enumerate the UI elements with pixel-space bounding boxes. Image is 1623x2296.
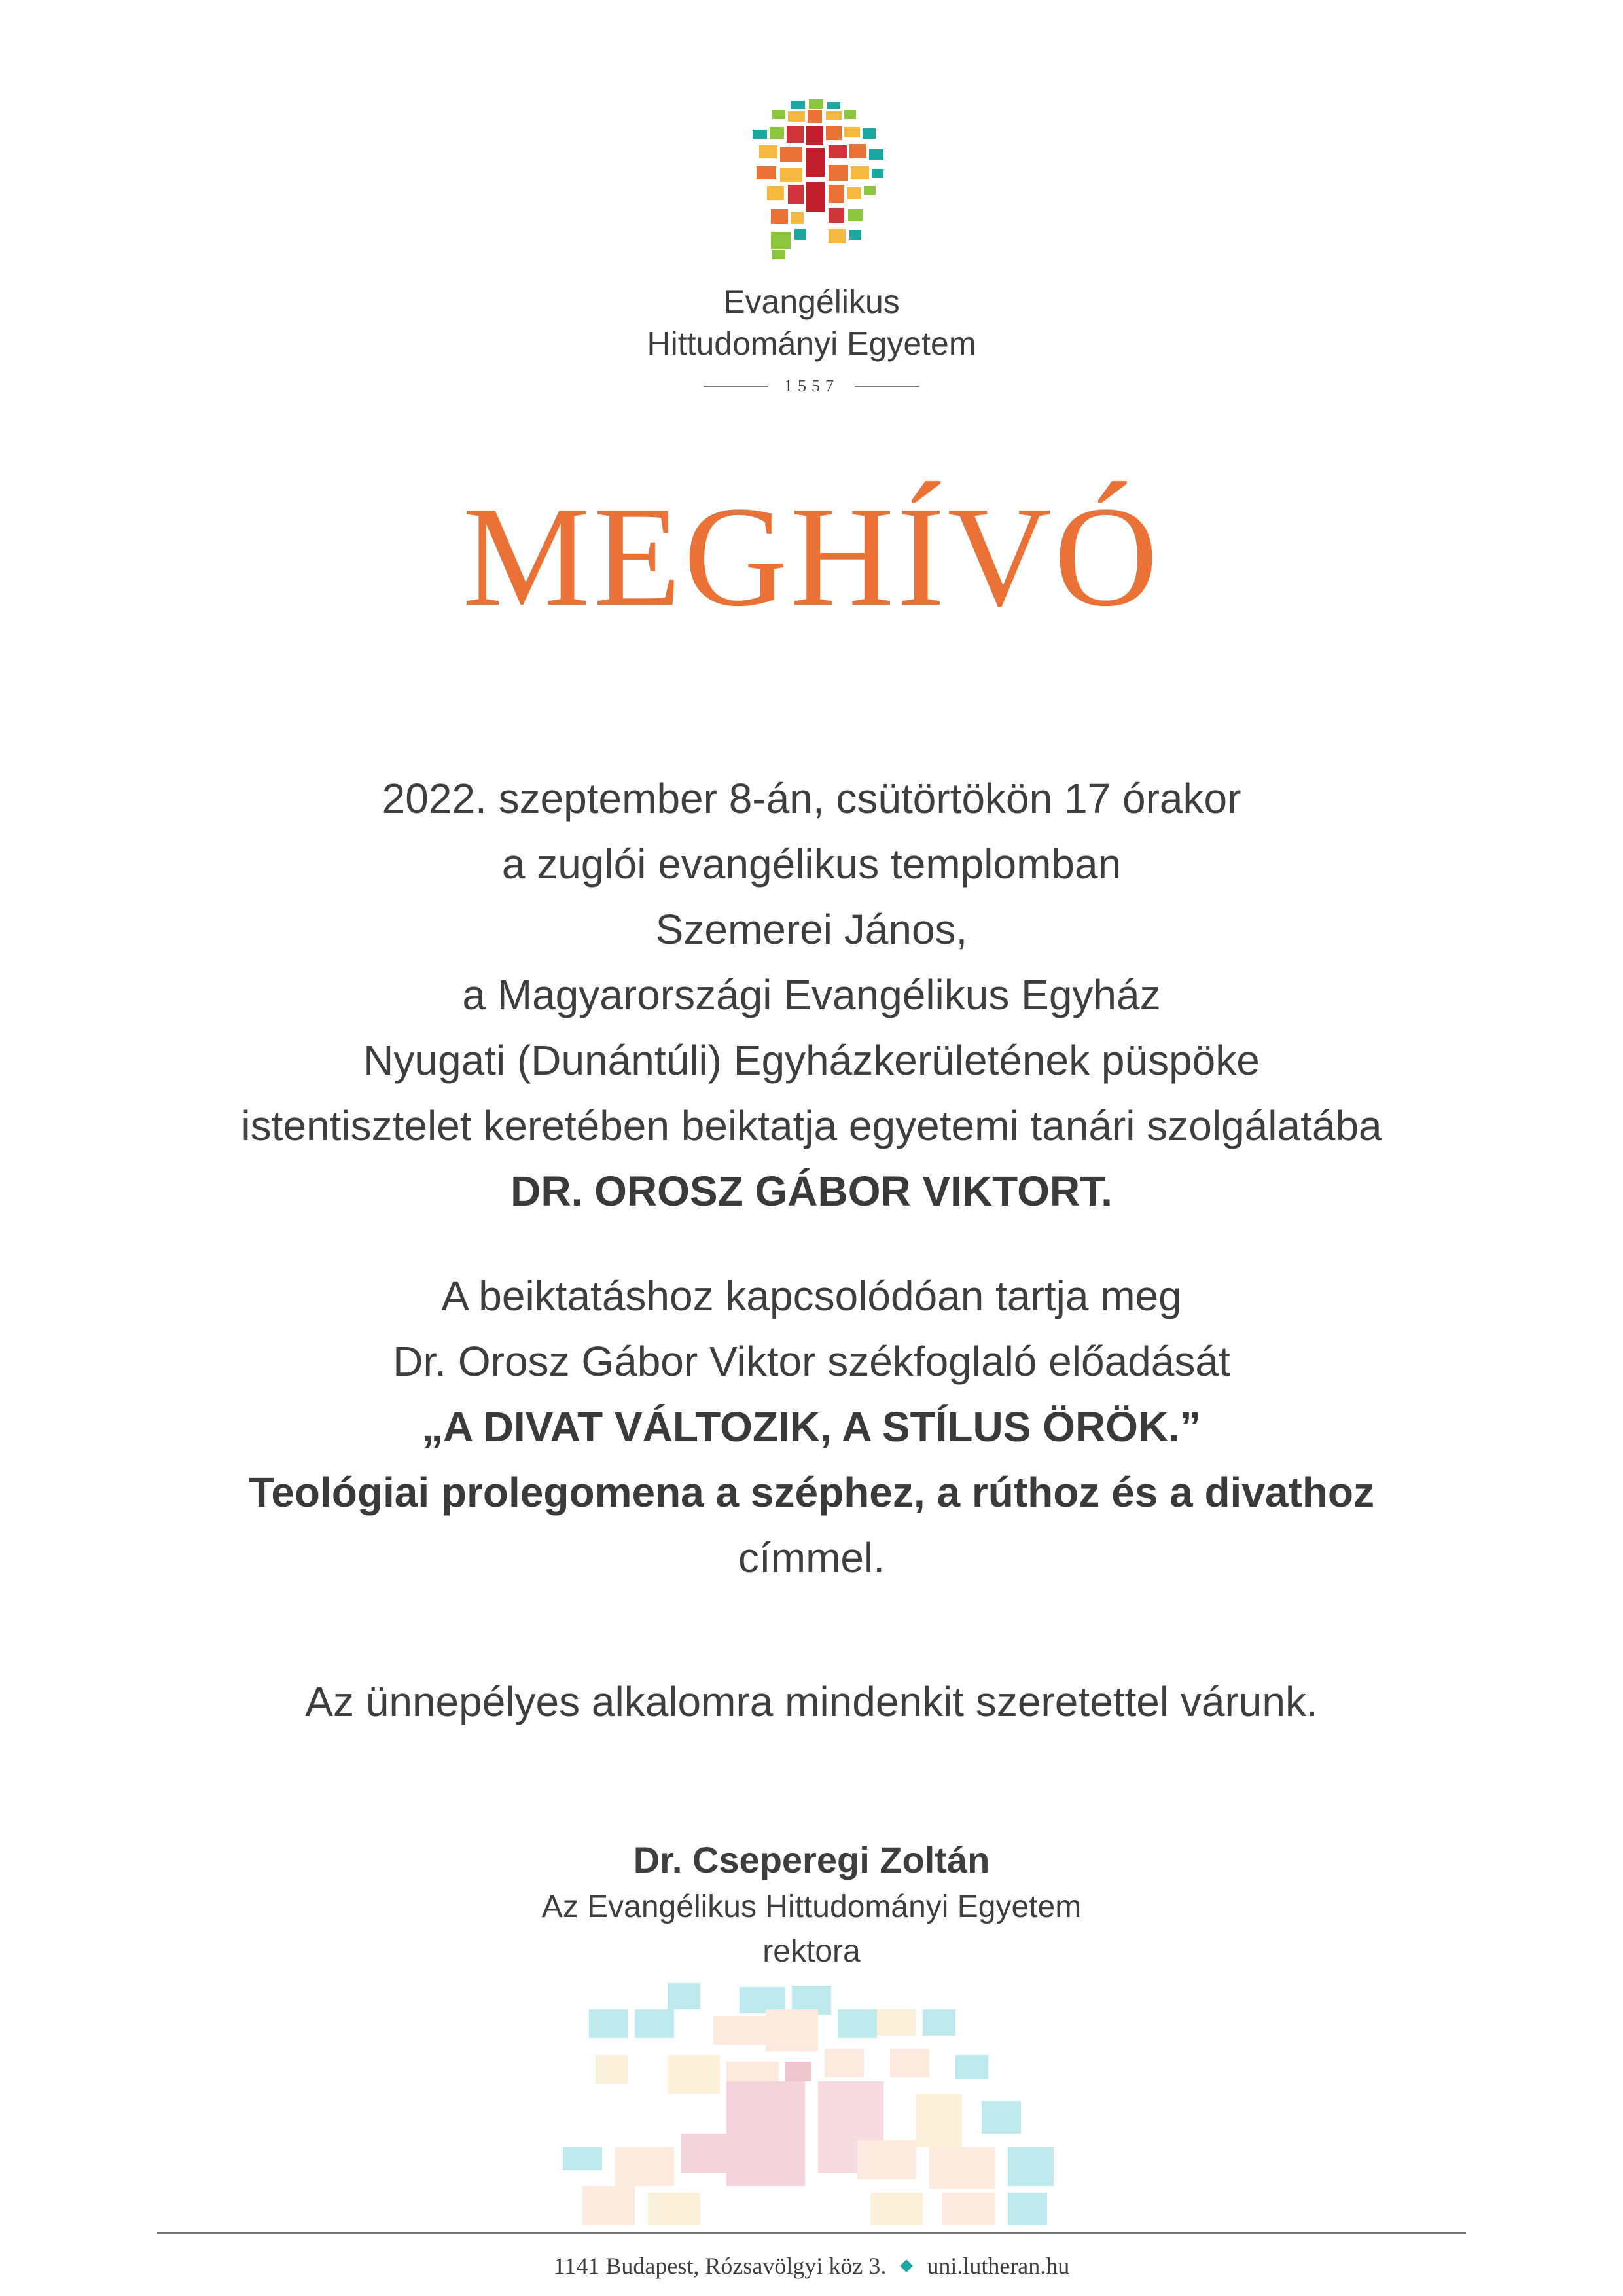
invitation-line: a Magyarországi Evangélikus Egyház (462, 971, 1161, 1018)
lecture-title: „A DIVAT VÁLTOZIK, A STÍLUS ÖRÖK.” (422, 1403, 1201, 1450)
lecture-line: A beiktatáshoz kapcsolódóan tartja meg (441, 1272, 1182, 1319)
footer-divider (157, 2232, 1466, 2234)
invitation-line: 2022. szeptember 8-án, csütörtökön 17 órakor (382, 775, 1241, 822)
page-title: MEGHÍVÓ (462, 476, 1161, 636)
founded-year: 1557 (784, 376, 839, 395)
signatory-role: rektora (762, 1934, 861, 1969)
lecture-subtitle: Teológiai prolegomena a széphez, a rúthoz és a divathoz (248, 1469, 1375, 1516)
invitation-block (0, 766, 1623, 1224)
founded-year-row (704, 367, 919, 406)
invitation-line: istentisztelet keretében beiktatja egyetemi tanári szolgálatába (241, 1102, 1382, 1149)
divider (855, 386, 919, 387)
honoree-name: DR. OROSZ GÁBOR VIKTORT. (510, 1168, 1113, 1215)
invitation-line: Nyugati (Dunántúli) Egyházkerületének püspöke (363, 1037, 1260, 1084)
lecture-block (0, 1263, 1623, 1590)
diamond-separator-icon (900, 2259, 913, 2272)
invitation-line: Szemerei János, (655, 906, 968, 953)
footer (0, 2246, 1623, 2286)
lecture-line: Dr. Orosz Gábor Viktor székfoglaló előadását (393, 1338, 1230, 1385)
signatory-role: Az Evangélikus Hittudományi Egyetem (541, 1890, 1082, 1924)
church-mosaic-logo-icon (733, 98, 903, 262)
footer-address: 1141 Budapest, Rózsavölgyi köz 3. (553, 2253, 887, 2279)
footer-website-link[interactable]: uni.lutheran.hu (927, 2253, 1070, 2279)
university-name-line1: Evangélikus (723, 283, 900, 320)
invitation-line: a zuglói evangélikus templomban (501, 840, 1122, 888)
signatory-name: Dr. Cseperegi Zoltán (633, 1839, 990, 1880)
closing-text: Az ünnepélyes alkalomra mindenkit szeretettel várunk. (305, 1678, 1318, 1725)
divider (704, 386, 768, 387)
lecture-line: címmel. (738, 1534, 885, 1581)
faded-mosaic-decoration-icon (563, 1983, 1073, 2232)
university-name-line2: Hittudományi Egyetem (647, 325, 976, 362)
